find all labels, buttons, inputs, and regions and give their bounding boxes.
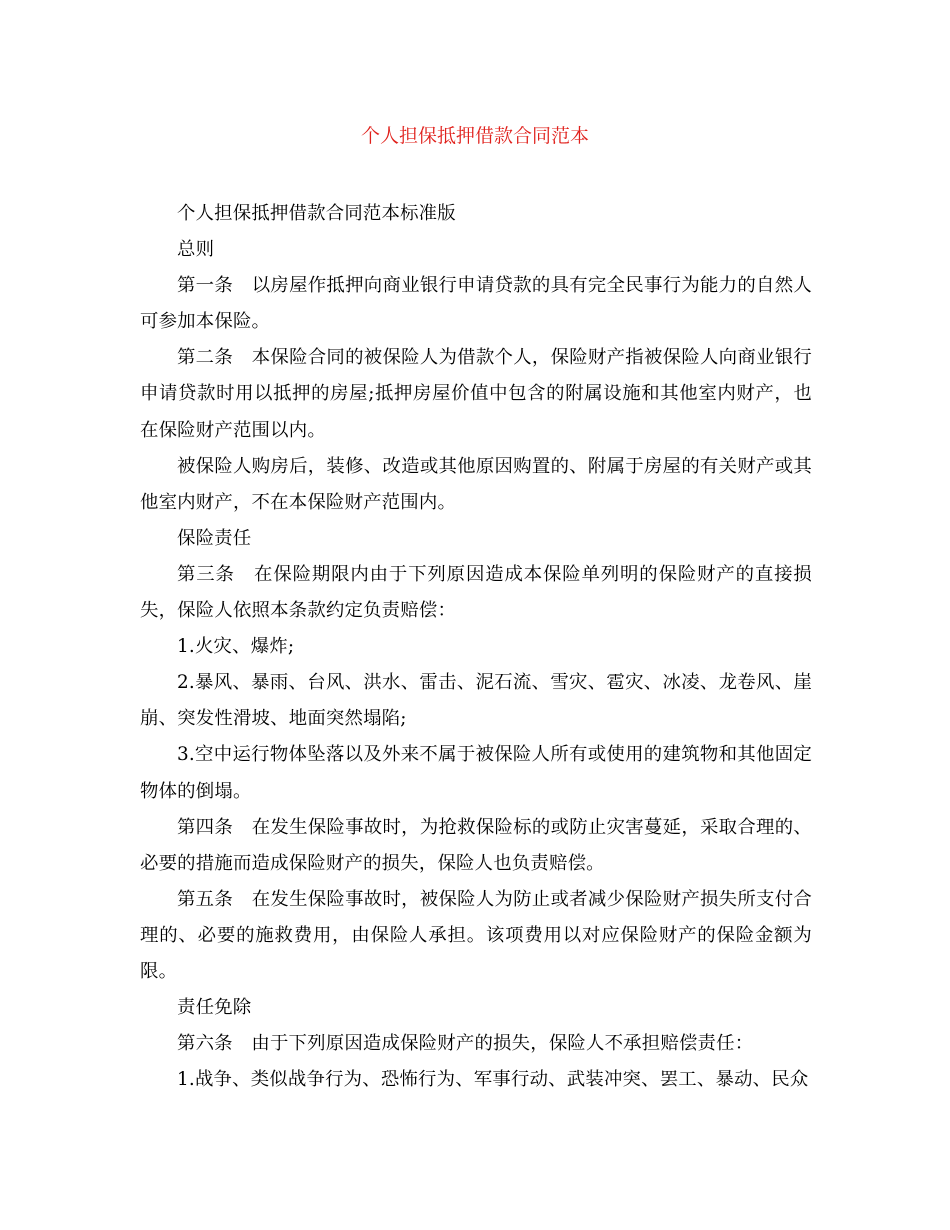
paragraph: 第五条 在发生保险事故时，被保险人为防止或者减少保险财产损失所支付合理的、必要的施救费用，由保险人承担。该项费用以对应保险财产的保险金额为限。: [140, 888, 812, 982]
list-item: 2.暴风、暴雨、台风、洪水、雷击、泥石流、雪灾、雹灾、冰凌、龙卷风、崖崩、突发性滑坡、地面突然塌陷;: [140, 672, 812, 730]
section-heading: 保险责任: [177, 527, 252, 549]
paragraph: 被保险人购房后，装修、改造或其他原因购置的、附属于房屋的有关财产或其他室内财产，不在本保险财产范围内。: [140, 455, 812, 513]
list-item: 3.空中运行物体坠落以及外来不属于被保险人所有或使用的建筑物和其他固定物体的倒塌。: [140, 744, 812, 802]
section-heading: 总则: [177, 239, 215, 261]
document-body: [140, 196, 812, 1098]
paragraph: 第二条 本保险合同的被保险人为借款个人，保险财产指被保险人向商业银行申请贷款时用以抵押的房屋;抵押房屋价值中包含的附属设施和其他室内财产，也在保险财产范围以内。: [140, 347, 812, 441]
list-item: 1.战争、类似战争行为、恐怖行为、军事行动、武装冲突、罢工、暴动、民众: [177, 1069, 809, 1091]
paragraph: 第六条 由于下列原因造成保险财产的损失，保险人不承担赔偿责任：: [177, 1033, 754, 1055]
paragraph: 个人担保抵押借款合同范本标准版: [177, 203, 456, 224]
document-title: 个人担保抵押借款合同范本: [360, 125, 589, 147]
paragraph: 第一条 以房屋作抵押向商业银行申请贷款的具有完全民事行为能力的自然人可参加本保险。: [140, 275, 812, 333]
paragraph: 第三条 在保险期限内由于下列原因造成本保险单列明的保险财产的直接损失，保险人依照本条款约定负责赔偿：: [140, 563, 812, 622]
section-heading: 责任免除: [177, 997, 252, 1019]
list-item: 1.火灾、爆炸;: [177, 636, 295, 658]
paragraph: 第四条 在发生保险事故时，为抢救保险标的或防止灾害蔓延，采取合理的、必要的措施而造成保险财产的损失，保险人也负责赔偿。: [140, 816, 812, 874]
